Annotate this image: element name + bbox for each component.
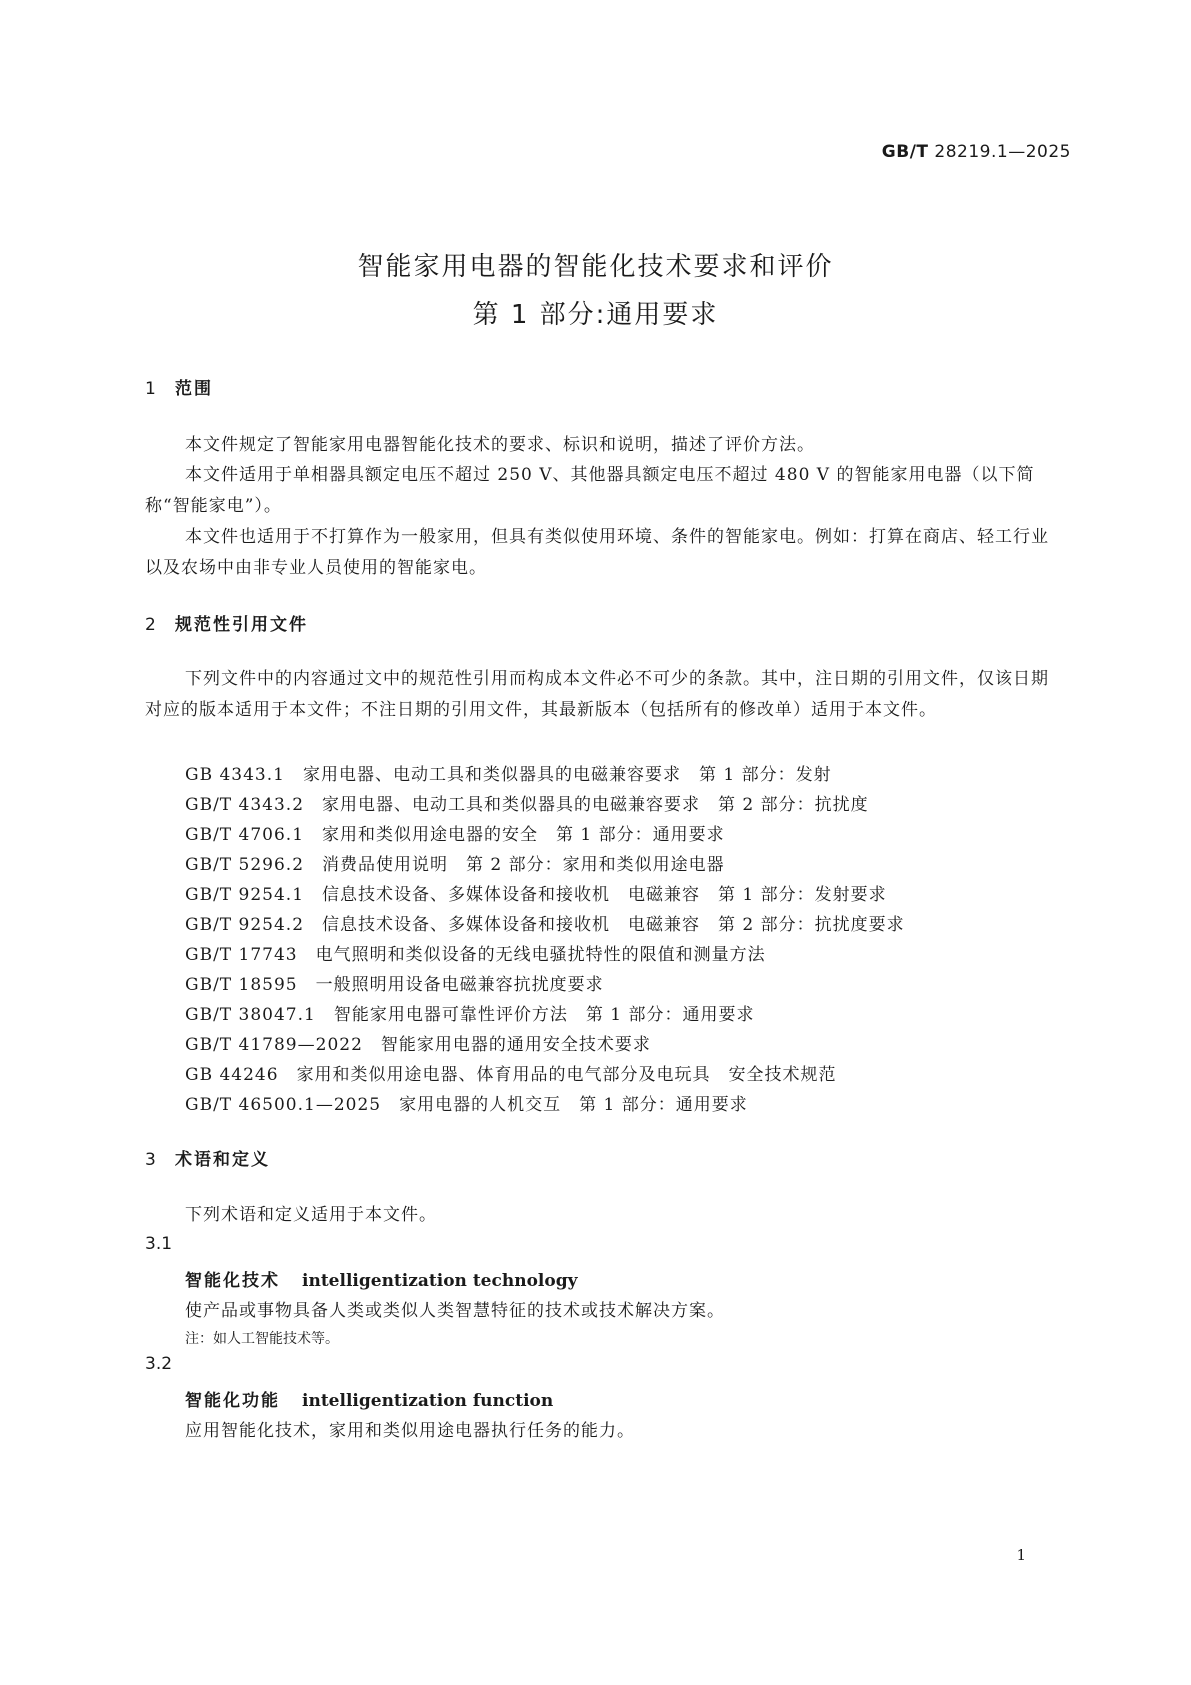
reference-title: 智能家用电器的通用安全技术要求: [380, 1035, 651, 1055]
section-title: 范围: [175, 379, 213, 399]
reference-item: [185, 760, 832, 785]
reference-item: [185, 850, 725, 875]
reference-item: [185, 940, 766, 965]
standard-prefix: GB/T: [881, 142, 929, 162]
term-definition: 使产品或事物具备人类或类似人类智慧特征的技术或技术解决方案。: [185, 1301, 725, 1321]
section-heading-normative-references: [145, 610, 308, 635]
reference-code: GB/T 38047.1: [185, 1005, 316, 1025]
section-heading-terms-and-definitions: [145, 1145, 270, 1170]
reference-code: GB 4343.1: [185, 765, 285, 785]
page-number: 1: [1016, 1546, 1026, 1564]
reference-code: GB/T 41789—2022: [185, 1035, 363, 1055]
reference-code: GB/T 4343.2: [185, 795, 305, 815]
paragraph: [145, 522, 1065, 584]
reference-item: [185, 790, 869, 815]
section-title: 规范性引用文件: [175, 615, 308, 635]
section-number: 2: [145, 615, 158, 635]
paragraph-text: 本文件规定了智能家用电器智能化技术的要求、标识和说明，描述了评价方法。: [185, 435, 815, 455]
reference-item: [185, 1060, 837, 1085]
reference-item: [185, 880, 887, 905]
reference-title: 家用电器的人机交互 第 1 部分：通用要求: [399, 1095, 748, 1115]
reference-title: 家用电器、电动工具和类似器具的电磁兼容要求 第 1 部分：发射: [302, 765, 832, 785]
reference-code: GB/T 5296.2: [185, 855, 305, 875]
term-definition: 应用智能化技术，家用和类似用途电器执行任务的能力。: [185, 1421, 635, 1441]
standard-number: 28219.1—2025: [934, 142, 1071, 162]
reference-code: GB/T 18595: [185, 975, 298, 995]
reference-item: [185, 1090, 748, 1115]
term-name: [185, 1266, 577, 1291]
term-name-zh: 智能化功能: [185, 1391, 280, 1411]
reference-item: [185, 970, 604, 995]
reference-title: 消费品使用说明 第 2 部分：家用和类似用途电器: [322, 855, 725, 875]
paragraph: [145, 460, 1065, 522]
term-name-en: intelligentization function: [302, 1391, 554, 1411]
reference-item: [185, 1000, 754, 1025]
reference-title: 电气照明和类似设备的无线电骚扰特性的限值和测量方法: [315, 945, 766, 965]
reference-item: [185, 910, 905, 935]
section-number: 3: [145, 1150, 158, 1170]
reference-title: 信息技术设备、多媒体设备和接收机 电磁兼容 第 2 部分：抗扰度要求: [322, 915, 905, 935]
reference-title: 智能家用电器可靠性评价方法 第 1 部分：通用要求: [333, 1005, 755, 1025]
reference-title: 家用和类似用途电器、体育用品的电气部分及电玩具 安全技术规范: [296, 1065, 837, 1085]
term-number: 3.2: [145, 1354, 173, 1374]
term-note: 注：如人工智能技术等。: [185, 1331, 339, 1347]
term-number: 3.1: [145, 1234, 173, 1254]
paragraph-text: 本文件适用于单相器具额定电压不超过 250 V、其他器具额定电压不超过 480 V 的智能家用电器（以下简称“智能家电”）。: [145, 465, 1035, 516]
reference-code: GB/T 4706.1: [185, 825, 305, 845]
section-heading-scope: [145, 374, 213, 399]
document-title: 智能家用电器的智能化技术要求和评价: [357, 252, 834, 282]
reference-item: [185, 820, 725, 845]
reference-code: GB 44246: [185, 1065, 279, 1085]
reference-title: 一般照明用设备电磁兼容抗扰度要求: [315, 975, 604, 995]
paragraph: [145, 664, 1065, 726]
paragraph: [145, 430, 1065, 461]
reference-title: 家用电器、电动工具和类似器具的电磁兼容要求 第 2 部分：抗扰度: [322, 795, 869, 815]
section-number: 1: [145, 379, 158, 399]
term-name-zh: 智能化技术: [185, 1271, 280, 1291]
paragraph-text: 下列文件中的内容通过文中的规范性引用而构成本文件必不可少的条款。其中，注日期的引用文件，仅该日期对应的版本适用于本文件；不注日期的引用文件，其最新版本（包括所有的修改单）适用于本文件。: [145, 669, 1049, 720]
paragraph-text: 本文件也适用于不打算作为一般家用，但具有类似使用环境、条件的智能家电。例如：打算在商店、轻工行业以及农场中由非专业人员使用的智能家电。: [145, 527, 1049, 578]
reference-code: GB/T 9254.2: [185, 915, 305, 935]
reference-code: GB/T 46500.1—2025: [185, 1095, 382, 1115]
reference-title: 信息技术设备、多媒体设备和接收机 电磁兼容 第 1 部分：发射要求: [322, 885, 887, 905]
paragraph: 下列术语和定义适用于本文件。: [185, 1205, 437, 1225]
document-subtitle: 第 1 部分:通用要求: [472, 300, 719, 330]
reference-code: GB/T 9254.1: [185, 885, 305, 905]
reference-code: GB/T 17743: [185, 945, 298, 965]
reference-item: [185, 1030, 651, 1055]
term-name: [185, 1386, 553, 1411]
standard-code: [882, 142, 1071, 162]
term-name-en: intelligentization technology: [302, 1271, 578, 1291]
section-title: 术语和定义: [175, 1150, 270, 1170]
reference-title: 家用和类似用途电器的安全 第 1 部分：通用要求: [322, 825, 725, 845]
